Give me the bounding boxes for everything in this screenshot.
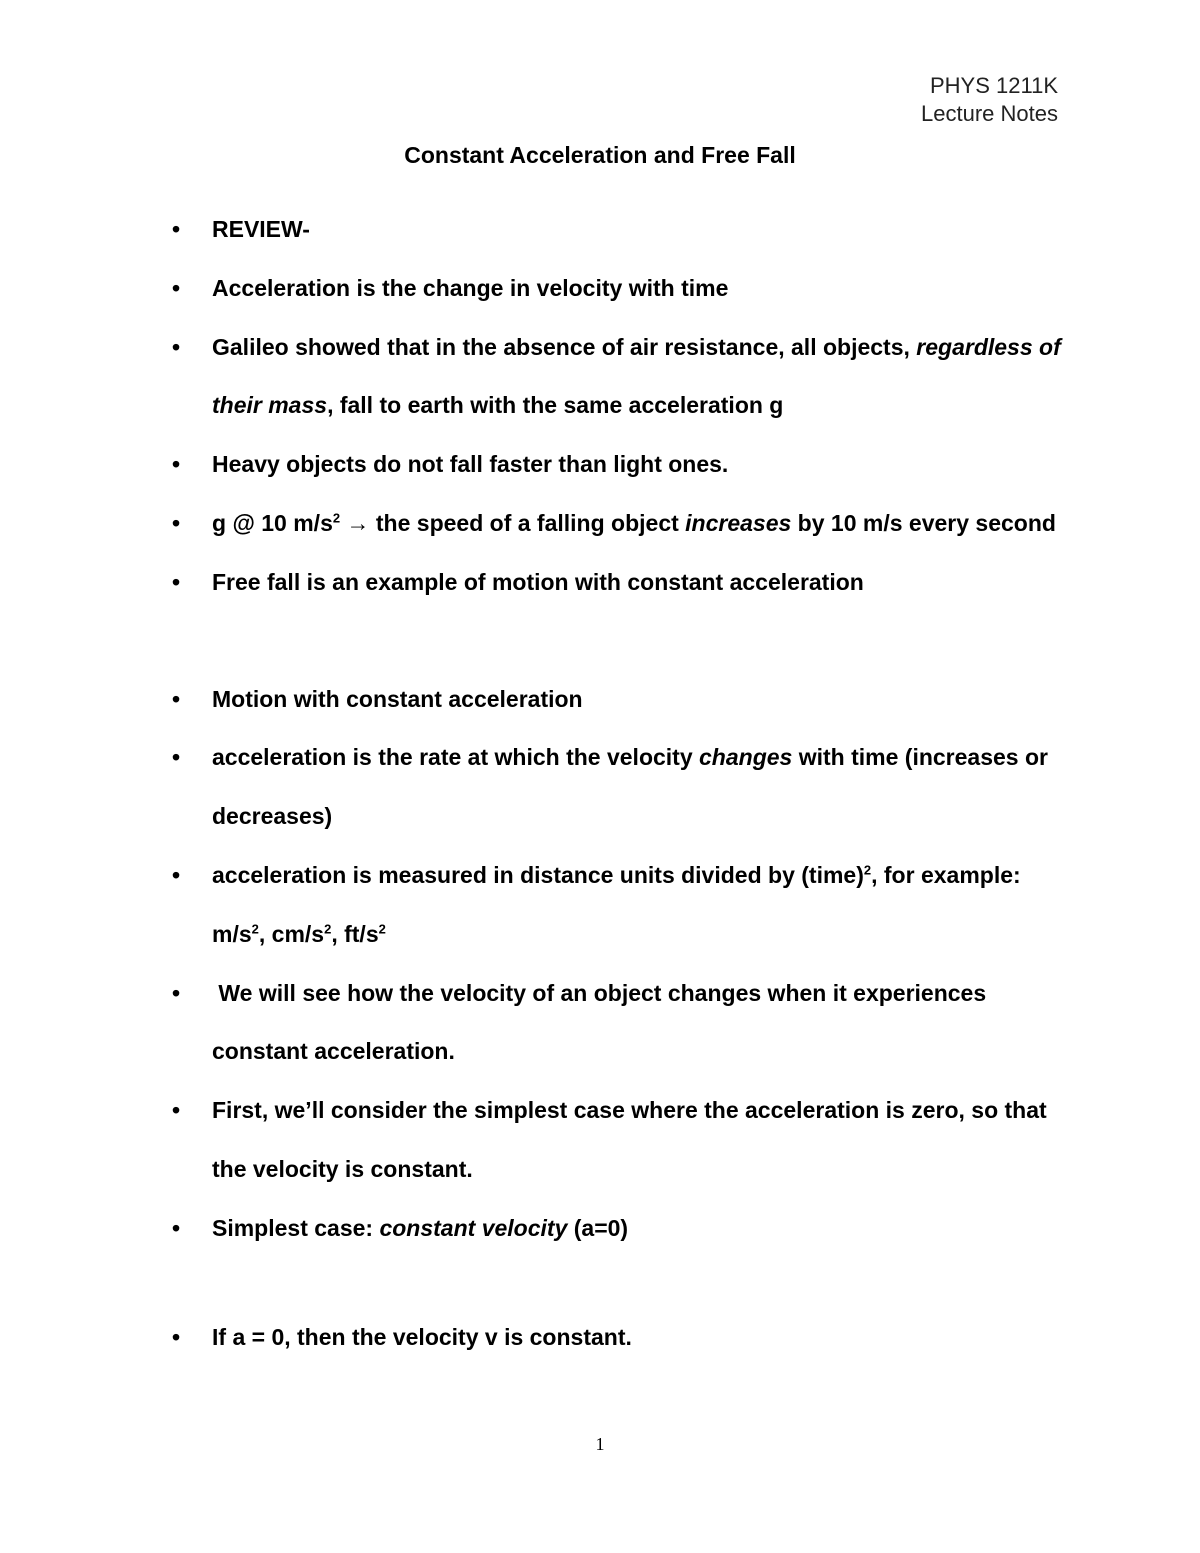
page-title: Constant Acceleration and Free Fall xyxy=(404,142,796,168)
bullet-simplest-case-zero: • First, we’ll consider the simplest case where the acceleration is zero, so that the velocity is constant. xyxy=(172,1081,1072,1199)
bullet-motion-constant-acceleration: • Motion with constant acceleration xyxy=(172,670,1072,729)
arrow-icon: → xyxy=(340,509,376,536)
page-header xyxy=(921,72,1058,128)
bullet-acceleration-units: • acceleration is measured in distance units divided by (time)$^2$, for example: $m/s^2$, $cm/s^2$, $ft/s^2$ xyxy=(172,846,1072,964)
bullet-g-value: • g @ 10 $m/s^2$ → the speed of a falling object increases by 10 m/s every second xyxy=(172,494,1072,553)
bullet-if-a-zero: • If a = 0, then the velocity v is constant. xyxy=(172,1308,1072,1367)
bullet-acceleration-definition: • Acceleration is the change in velocity with time xyxy=(172,259,1072,318)
bullet-free-fall: • Free fall is an example of motion with constant acceleration xyxy=(172,553,1072,612)
bullet-acceleration-rate: • acceleration is the rate at which the velocity changes with time (increases or decreases) xyxy=(172,728,1072,846)
page-number: 1 xyxy=(595,1434,605,1454)
course-code: PHYS 1211K xyxy=(929,73,1058,98)
bullet-list xyxy=(172,200,1072,1366)
bullet-galileo: • Galileo showed that in the absence of air resistance, all objects, regardless of their mass, fall to earth with the same acceleration g xyxy=(172,318,1072,436)
document-type: Lecture Notes xyxy=(921,101,1058,126)
bullet-heavy-objects: • Heavy objects do not fall faster than light ones. xyxy=(172,435,1072,494)
bullet-review: • REVIEW- xyxy=(172,200,1072,259)
bullet-constant-velocity: • Simplest case: constant velocity (a=0) xyxy=(172,1199,1072,1258)
bullet-velocity-changes: • We will see how the velocity of an object changes when it experiences constant acceleration. xyxy=(172,964,1072,1082)
